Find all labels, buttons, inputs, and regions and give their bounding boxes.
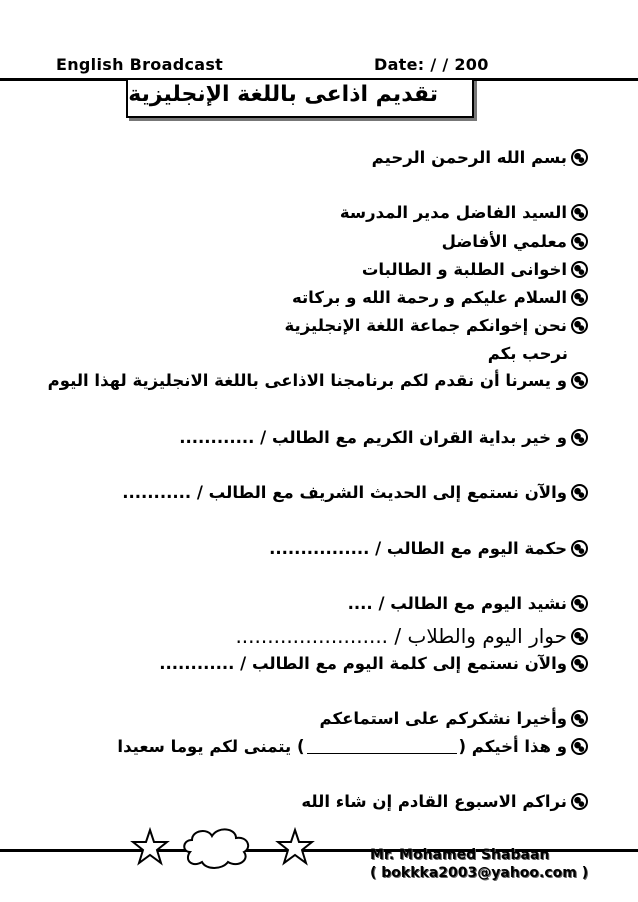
line-text: نشيد اليوم مع الطالب / .... xyxy=(347,594,567,613)
author-name: Mr. Mohamed Shabaan xyxy=(370,847,550,863)
line-wisdom xyxy=(269,539,588,558)
title-box xyxy=(126,78,474,118)
line-greeting xyxy=(292,288,588,307)
line-thanks xyxy=(320,709,588,728)
line-text: اخوانى الطلبة و الطالبات xyxy=(361,260,567,279)
globe-icon xyxy=(571,317,588,334)
globe-icon xyxy=(571,628,588,645)
line-text: معلمي الأفاضل xyxy=(441,232,567,251)
line-text: وأخيرا نشكركم على استماعكم xyxy=(319,709,567,728)
line-farewell xyxy=(117,737,588,756)
globe-icon xyxy=(571,372,588,389)
globe-icon xyxy=(571,540,588,557)
line-text: والآن نستمع إلى كلمة اليوم مع الطالب / ............ xyxy=(159,654,567,673)
header-title-left: English Broadcast xyxy=(56,55,224,74)
globe-icon xyxy=(571,429,588,446)
line-text: السلام عليكم و رحمة الله و بركاته xyxy=(291,288,567,307)
line-quran xyxy=(179,428,588,447)
globe-icon xyxy=(571,655,588,672)
line-text: نحن إخوانكم جماعة اللغة الإنجليزية xyxy=(284,316,567,335)
stars-cloud-ornament xyxy=(130,818,340,878)
line-text: نراكم الاسبوع القادم إن شاء الله xyxy=(301,792,567,811)
globe-icon xyxy=(571,204,588,221)
line-welcome xyxy=(488,344,568,363)
line-text: حكمة اليوم مع الطالب / ................ xyxy=(269,539,567,558)
globe-icon xyxy=(571,595,588,612)
star-icon xyxy=(133,830,167,863)
line-text: و يسرنا أن نقدم لكم برنامجنا الاذاعى باللغة الانجليزية لهذا اليوم xyxy=(47,371,567,390)
line-principal xyxy=(340,203,588,222)
line-text: بسم الله الرحمن الرحيم xyxy=(371,148,567,167)
line-text: والآن نستمع إلى الحديث الشريف مع الطالب / ........... xyxy=(122,483,567,502)
line-text: نرحب بكم xyxy=(487,344,568,363)
signature xyxy=(370,846,588,882)
globe-icon xyxy=(571,738,588,755)
line-speech xyxy=(159,654,588,673)
globe-icon xyxy=(571,710,588,727)
header xyxy=(56,55,576,79)
star-icon xyxy=(278,830,312,863)
globe-icon xyxy=(571,261,588,278)
page-title: تقديم اذاعى باللغة الإنجليزية xyxy=(128,82,438,107)
name-blank xyxy=(307,739,457,754)
globe-icon xyxy=(571,793,588,810)
author-email: ( bokkka2003@yahoo.com ) xyxy=(370,865,589,881)
line-students xyxy=(362,260,588,279)
line-text: و خير بداية القران الكريم مع الطالب / ............ xyxy=(179,428,567,447)
globe-icon xyxy=(571,233,588,250)
globe-icon xyxy=(571,149,588,166)
cloud-icon xyxy=(184,829,248,868)
globe-icon xyxy=(571,484,588,501)
line-intro xyxy=(285,316,589,335)
line-anthem xyxy=(348,594,588,613)
line-text: حوار اليوم والطلاب / ........................ xyxy=(235,624,567,648)
line-text: ) يتمنى لكم يوما سعيدا xyxy=(117,737,305,756)
line-basmala xyxy=(372,148,588,167)
globe-icon xyxy=(571,289,588,306)
line-text: السيد الفاضل مدير المدرسة xyxy=(339,203,567,222)
line-text: و هذا أخيكم ( xyxy=(458,737,567,756)
line-teachers xyxy=(442,232,588,251)
line-hadith xyxy=(122,483,588,502)
line-closing xyxy=(301,792,588,811)
line-program xyxy=(48,371,588,390)
line-dialogue xyxy=(235,624,588,648)
header-date: Date: / / 200 xyxy=(374,55,489,74)
